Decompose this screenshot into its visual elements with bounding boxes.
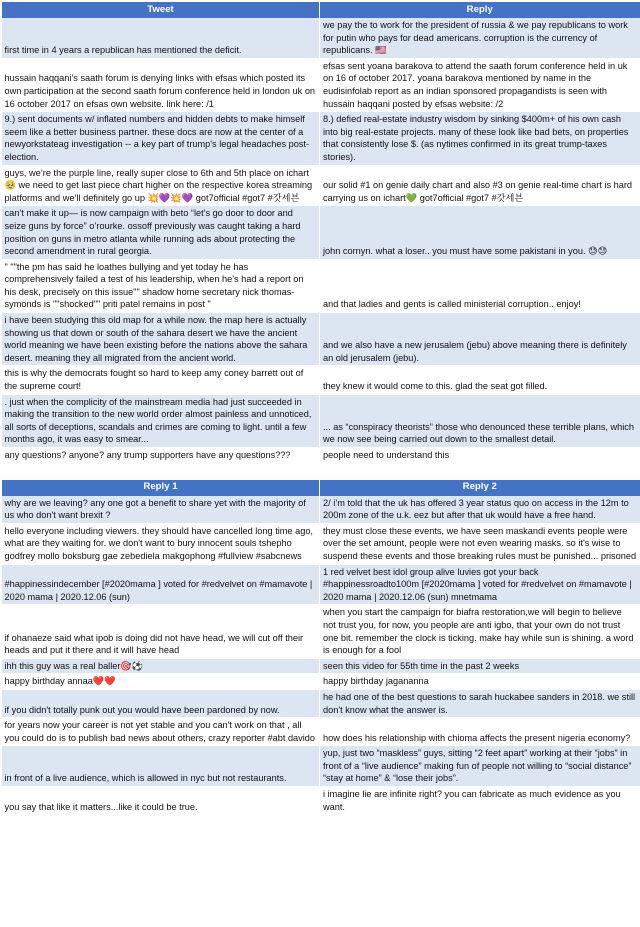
- table-cell: they knew it would come to this. glad the seat got filled.: [320, 366, 640, 394]
- table-row: [2, 206, 640, 259]
- table-cell: . just when the complicity of the mainstream media had just succeeded in making the transition to the new world order almost painless and unnoticed, all sorts of deceptions, scandals and crimes are coming to light. until a few months ago, it was easy to smear...: [2, 394, 320, 447]
- table-cell: people need to understand this: [320, 448, 640, 464]
- table-cell: 9.) sent documents w/ inflated numbers and hidden debts to make himself seem like a better business partner. these docs are now at the center of a newyorkstateag investigation -- a key part of trump's legal headaches post-election.: [2, 112, 320, 165]
- table-cell: this is why the democrats fought so hard to keep amy coney barrett out of the supreme court!: [2, 366, 320, 394]
- table-cell: 2/ i’m told that the uk has offered 3 year status quo on access in the 12m to 200m zone of the u.k. eez but after that uk would have a free hand.: [320, 496, 640, 524]
- table-cell: and we also have a new jerusalem (jebu) above meaning there is definitely an old jerusalem (jebu).: [320, 313, 640, 366]
- table-cell: yup, just two “maskless” guys, sitting “2 feet apart” working at their “jobs” in front of a “live audience” making fun of people not willing to “social distance” “stay at home” & “lose their jobs”.: [320, 746, 640, 787]
- reply-pair-table: [1, 480, 640, 816]
- table-row: [2, 746, 640, 787]
- table-cell: in front of a live audience, which is allowed in nyc but not restaurants.: [2, 746, 320, 787]
- table-row: [2, 718, 640, 746]
- table-cell: ihh this guy was a real baller🎯⚽: [2, 658, 320, 674]
- table-cell: when you start the campaign for biafra restoration,we will begin to believe not trust you, for now, you people are anti igbo, that your own do not trust one bit. remember the clock is ticking. make hay while sun is shining. a word is enough for a fool: [320, 605, 640, 658]
- table-row: [2, 448, 640, 464]
- column-header-reply: Reply: [320, 2, 640, 18]
- table-cell: how does his relationship with chioma affects the present nigeria economy?: [320, 718, 640, 746]
- table-cell: " ""the pm has said he loathes bullying and yet today he has comprehensively failed a test of his leadership, when he's had a report on his desk, precisely on this issue"" shadow home secretary nick thomas-symonds is ""shocked"" priti patel remains in post ": [2, 259, 320, 312]
- table-cell: if you didn't totally punk out you would have been pardoned by now.: [2, 689, 320, 717]
- table-cell: our solid #1 on genie daily chart and also #3 on genie real-time chart is hard carrying us on ichart💚 got7official #got7 #갓세븐: [320, 165, 640, 206]
- table-cell: i have been studying this old map for a while now. the map here is actually showing us that down or south of the sahara desert we have the ancient world meaning we have been existing before the nations above the sahara desert. meaning they all migrated from the ancient world.: [2, 313, 320, 366]
- column-header-reply-1: Reply 1: [2, 480, 320, 496]
- table-row: [2, 394, 640, 447]
- column-header-reply-2: Reply 2: [320, 480, 640, 496]
- table-header-row: [2, 2, 640, 18]
- table-cell: first time in 4 years a republican has mentioned the deficit.: [2, 18, 320, 58]
- table-cell: and that ladies and gents is called ministerial corruption.. enjoy!: [320, 259, 640, 312]
- table-row: [2, 366, 640, 394]
- table-cell: seen this video for 55th time in the past 2 weeks: [320, 658, 640, 674]
- table-cell: i imagine lie are infinite right? you can fabricate as much evidence as you want.: [320, 787, 640, 815]
- table-row: [2, 313, 640, 366]
- table-row: [2, 496, 640, 524]
- table-row: [2, 18, 640, 58]
- table-cell: ... as “conspiracy theorists” those who denounced these terrible plans, which we now see being carried out down to the smallest detail.: [320, 394, 640, 447]
- table-cell: if ohanaeze said what ipob is doing did not have head, we will cut off their heads and put it there and it will have head: [2, 605, 320, 658]
- table-cell: can’t make it up— is now campaign with beto “let’s go door to door and seize guns by force” o’rourke. ossoff previously was caught taking a hard position on guns in metro atlanta while running ads about protecting the second amendment in rural georgia.: [2, 206, 320, 259]
- table-row: [2, 523, 640, 564]
- table-cell: guys, we’re the purple line, really super close to 6th and 5th place on ichart 🥹 we need to get last piece chart higher on the respective korea streaming platforms and we’ll definitely go up 💥💜💥💜 got7official #got7 #갓세븐: [2, 165, 320, 206]
- table-cell: they must close these events, we have seen maskandi events people were over the set amount, people were not even wearing masks. so it's wise to suspend these events and those breaking rules must be punished... prisoned: [320, 523, 640, 564]
- table-cell: hello everyone including viewers. they should have cancelled long time ago, what are they waiting for. we don't want to bury innocent souls tshepho godfrey mollo boksburg gae zebediela makgophong #fullview #sabcnews: [2, 523, 320, 564]
- table-row: [2, 58, 640, 111]
- table-row: [2, 787, 640, 815]
- column-header-tweet: Tweet: [2, 2, 320, 18]
- table-cell: john cornyn. what a loser.. you must have some pakistani in you. 😓😓: [320, 206, 640, 259]
- table-header-row: [2, 480, 640, 496]
- table-cell: you say that like it matters...like it could be true.: [2, 787, 320, 815]
- table-cell: efsas sent yoana barakova to attend the saath forum conference held in uk on 16 of october 2017. yoana barakova mentioned by name in the eudisinfolab report as an indian sponsored propagandists is seen with hussain haqqani posted by efsas website: /2: [320, 58, 640, 111]
- table-row: [2, 689, 640, 717]
- table-cell: hussain haqqani’s saath forum is denying links with efsas which posted its own participation at the second saath forum conference held in london uk on 16 october 2017 on efsas own website. link here: /1: [2, 58, 320, 111]
- table-cell: why are we leaving? any one got a benefit to share yet with the majority of us who don't want brexit ?: [2, 496, 320, 524]
- table-cell: for years now your career is not yet stable and you can't work on that , all you could do is to publish bad news about others, crazy reporter #abt davido: [2, 718, 320, 746]
- table-cell: #happinessindecember [#2020mama ] voted for #redvelvet on #mamavote | 2020 mama | 2020.12.06 (sun): [2, 564, 320, 605]
- table-cell: we pay the to work for the president of russia & we pay republicans to work for putin who pays for dead americans. corruption is the currency of republicans. 🇺🇸: [320, 18, 640, 58]
- table-cell: 8.) defied real-estate industry wisdom by sinking $400m+ of his own cash into big real-estate projects. many of these look like bad bets, on properties that consistently lose $. (as nytimes confirmed in its great trump-taxes stories).: [320, 112, 640, 165]
- table-row: [2, 112, 640, 165]
- table-row: [2, 564, 640, 605]
- table-cell: any questions? anyone? any trump supporters have any questions???: [2, 448, 320, 464]
- table-cell: happy birthday annaa❤️❤️: [2, 674, 320, 690]
- table-cell: happy birthday jagananna: [320, 674, 640, 690]
- table-cell: he had one of the best questions to sarah huckabee sanders in 2018. we still don't know what the answer is.: [320, 689, 640, 717]
- tweet-reply-table: [1, 2, 640, 464]
- table-row: [2, 259, 640, 312]
- table-cell: 1 red velvet best idol group alive luvies got your back #happinessroadto100m [#2020mama ] voted for #redvelvet on #mamavote | 2020 mama | 2020.12.06 (sun) mnetmama: [320, 564, 640, 605]
- table-row: [2, 165, 640, 206]
- table-row: [2, 658, 640, 674]
- table-row: [2, 674, 640, 690]
- table-row: [2, 605, 640, 658]
- table-spacer: [0, 464, 640, 480]
